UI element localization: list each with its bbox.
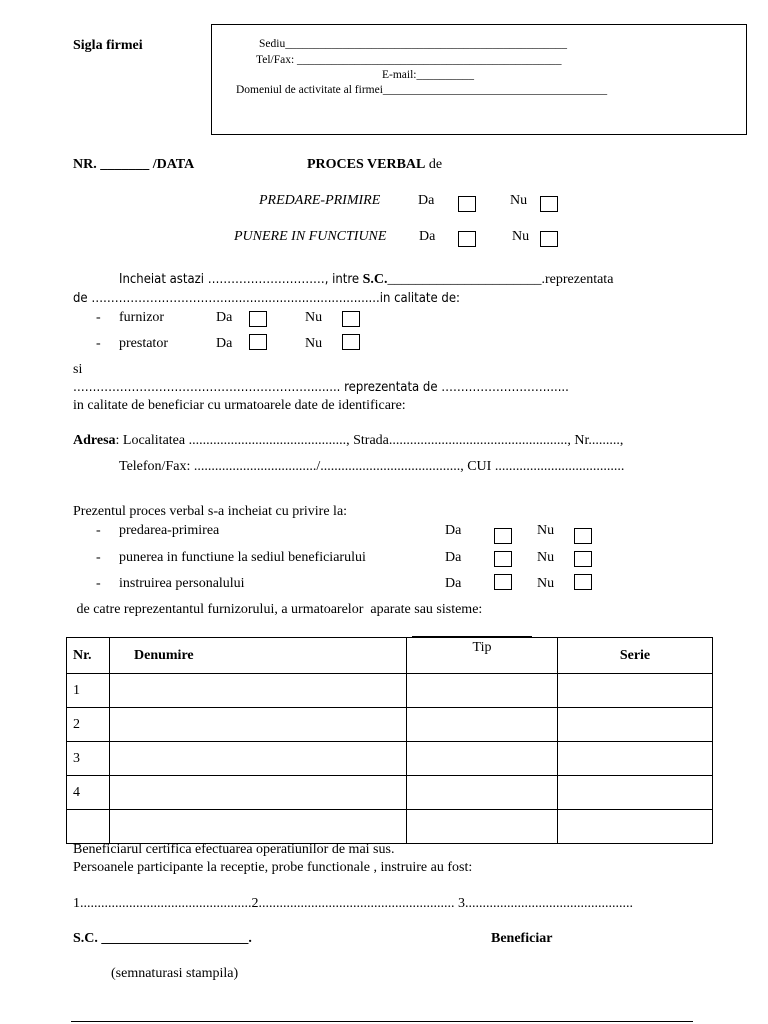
checkbox-furnizor-da[interactable] xyxy=(249,311,267,327)
label-nu: Nu xyxy=(512,229,530,244)
label-da: Da xyxy=(445,576,462,591)
header-tip: Tip xyxy=(407,638,558,674)
cell-denumire[interactable] xyxy=(110,810,407,844)
table-header-row xyxy=(67,638,713,674)
checkbox-scope-predarea-nu[interactable] xyxy=(574,528,592,544)
scope-outro: de catre reprezentantul furnizorului, a urmatoarelor aparate sau sisteme: xyxy=(73,602,483,617)
cell-denumire[interactable] xyxy=(110,742,407,776)
table-row xyxy=(67,810,713,844)
page-title xyxy=(307,157,442,173)
address-fields: : Localitatea ............................................., Strada..................................................., Nr........., xyxy=(115,433,624,448)
cell-denumire[interactable] xyxy=(110,776,407,810)
cell-tip[interactable] xyxy=(407,810,558,844)
title-proces-verbal: PROCES VERBAL xyxy=(307,157,426,172)
dash: - xyxy=(96,576,101,591)
label-da: Da xyxy=(418,193,435,208)
label-predare-primire: PREDARE-PRIMIRE xyxy=(259,193,381,208)
domeniu-field: Domeniul de activitate al firmei_______________________________________ xyxy=(236,84,608,96)
label-da: Da xyxy=(445,523,462,538)
row-number: 1 xyxy=(67,674,110,708)
cell-tip[interactable] xyxy=(407,776,558,810)
header-denumire: Denumire xyxy=(110,638,407,674)
table-row xyxy=(67,674,713,708)
cell-serie[interactable] xyxy=(558,810,713,844)
logo-label: Sigla firmei xyxy=(73,38,143,53)
address-line-2: Telefon/Fax: .................................../........................................, CUI ..................................... xyxy=(119,459,625,474)
label-da: Da xyxy=(216,336,233,351)
telfax-field: Tel/Fax: ______________________________________________ xyxy=(256,54,562,66)
footer-signature-lines: 1.................................................2........................................................ 3................................................ xyxy=(73,896,633,911)
label-punere-functiune: PUNERE IN FUNCTIUNE xyxy=(234,229,387,244)
cell-tip[interactable] xyxy=(407,674,558,708)
footer-sc: S.C. _____________________. xyxy=(73,931,252,946)
table-row xyxy=(67,742,713,776)
scope-item-instruirea: instruirea personalului xyxy=(119,576,245,591)
intro-reprezentata: ______________________.reprezentata xyxy=(387,272,614,287)
cell-serie[interactable] xyxy=(558,742,713,776)
nr-data: NR. _______ /DATA xyxy=(73,157,195,172)
label-da: Da xyxy=(445,550,462,565)
label-da: Da xyxy=(419,229,436,244)
equipment-table xyxy=(66,637,713,844)
checkbox-scope-instruirea-nu[interactable] xyxy=(574,574,592,590)
dash: - xyxy=(96,310,101,325)
scope-item-predarea: predarea-primirea xyxy=(119,523,220,538)
checkbox-scope-instruirea-da[interactable] xyxy=(494,574,512,590)
company-info-box xyxy=(211,24,747,135)
header-serie: Serie xyxy=(558,638,713,674)
address-line-1 xyxy=(73,433,623,449)
row-number: 2 xyxy=(67,708,110,742)
label-nu: Nu xyxy=(305,336,323,351)
intro-line-2: de ……………………………...........................................in calitate de: xyxy=(73,291,460,306)
bottom-divider xyxy=(71,1021,693,1022)
table-row xyxy=(67,776,713,810)
checkbox-punere-da[interactable] xyxy=(458,231,476,247)
cell-denumire[interactable] xyxy=(110,708,407,742)
intro-line-1 xyxy=(119,272,613,288)
footer-beneficiar: Beneficiar xyxy=(491,931,553,946)
footer-certifica: Beneficiarul certifica efectuarea operatiunilor de mai sus. xyxy=(73,842,395,857)
cell-tip[interactable] xyxy=(407,708,558,742)
footer-persoane: Persoanele participante la receptie, probe functionale , instruire au fost: xyxy=(73,860,473,875)
email-field: E-mail:__________ xyxy=(382,69,474,81)
label-nu: Nu xyxy=(537,523,555,538)
beneficiar-representative-line: ……………………………………………………......... reprezentata de ………………………...... xyxy=(73,380,569,395)
beneficiar-quality-line: in calitate de beneficiar cu urmatoarele date de identificare: xyxy=(73,398,406,413)
intro-incheiat: Incheiat astazi …………………………, intre xyxy=(119,272,360,287)
label-prestator: prestator xyxy=(119,336,168,351)
checkbox-predare-nu[interactable] xyxy=(540,196,558,212)
intro-sc: S.C. xyxy=(362,272,388,287)
dash: - xyxy=(96,336,101,351)
label-da: Da xyxy=(216,310,233,325)
label-nu: Nu xyxy=(305,310,323,325)
checkbox-prestator-nu[interactable] xyxy=(342,334,360,350)
label-furnizor: furnizor xyxy=(119,310,165,325)
checkbox-scope-punerea-nu[interactable] xyxy=(574,551,592,567)
dash: - xyxy=(96,550,101,565)
cell-serie[interactable] xyxy=(558,674,713,708)
row-number: 4 xyxy=(67,776,110,810)
label-nu: Nu xyxy=(510,193,528,208)
checkbox-furnizor-nu[interactable] xyxy=(342,311,360,327)
scope-item-punerea: punerea in functiune la sediul beneficiarului xyxy=(119,550,366,565)
row-number: 3 xyxy=(67,742,110,776)
table-row xyxy=(67,708,713,742)
checkbox-punere-nu[interactable] xyxy=(540,231,558,247)
label-nu: Nu xyxy=(537,550,555,565)
dash: - xyxy=(96,523,101,538)
cell-serie[interactable] xyxy=(558,708,713,742)
cell-denumire[interactable] xyxy=(110,674,407,708)
scope-intro: Prezentul proces verbal s-a incheiat cu privire la: xyxy=(73,504,348,519)
title-de: de xyxy=(428,157,443,172)
cell-tip[interactable] xyxy=(407,742,558,776)
row-number xyxy=(67,810,110,844)
checkbox-scope-punerea-da[interactable] xyxy=(494,551,512,567)
checkbox-prestator-da[interactable] xyxy=(249,334,267,350)
header-nr: Nr. xyxy=(67,638,110,674)
label-nu: Nu xyxy=(537,576,555,591)
checkbox-scope-predarea-da[interactable] xyxy=(494,528,512,544)
footer-semnatura: (semnaturasi stampila) xyxy=(111,966,239,981)
address-label: Adresa xyxy=(73,433,116,448)
sediu-field: Sediu_________________________________________________ xyxy=(259,38,567,50)
checkbox-predare-da[interactable] xyxy=(458,196,476,212)
cell-serie[interactable] xyxy=(558,776,713,810)
label-si: si xyxy=(73,362,83,377)
